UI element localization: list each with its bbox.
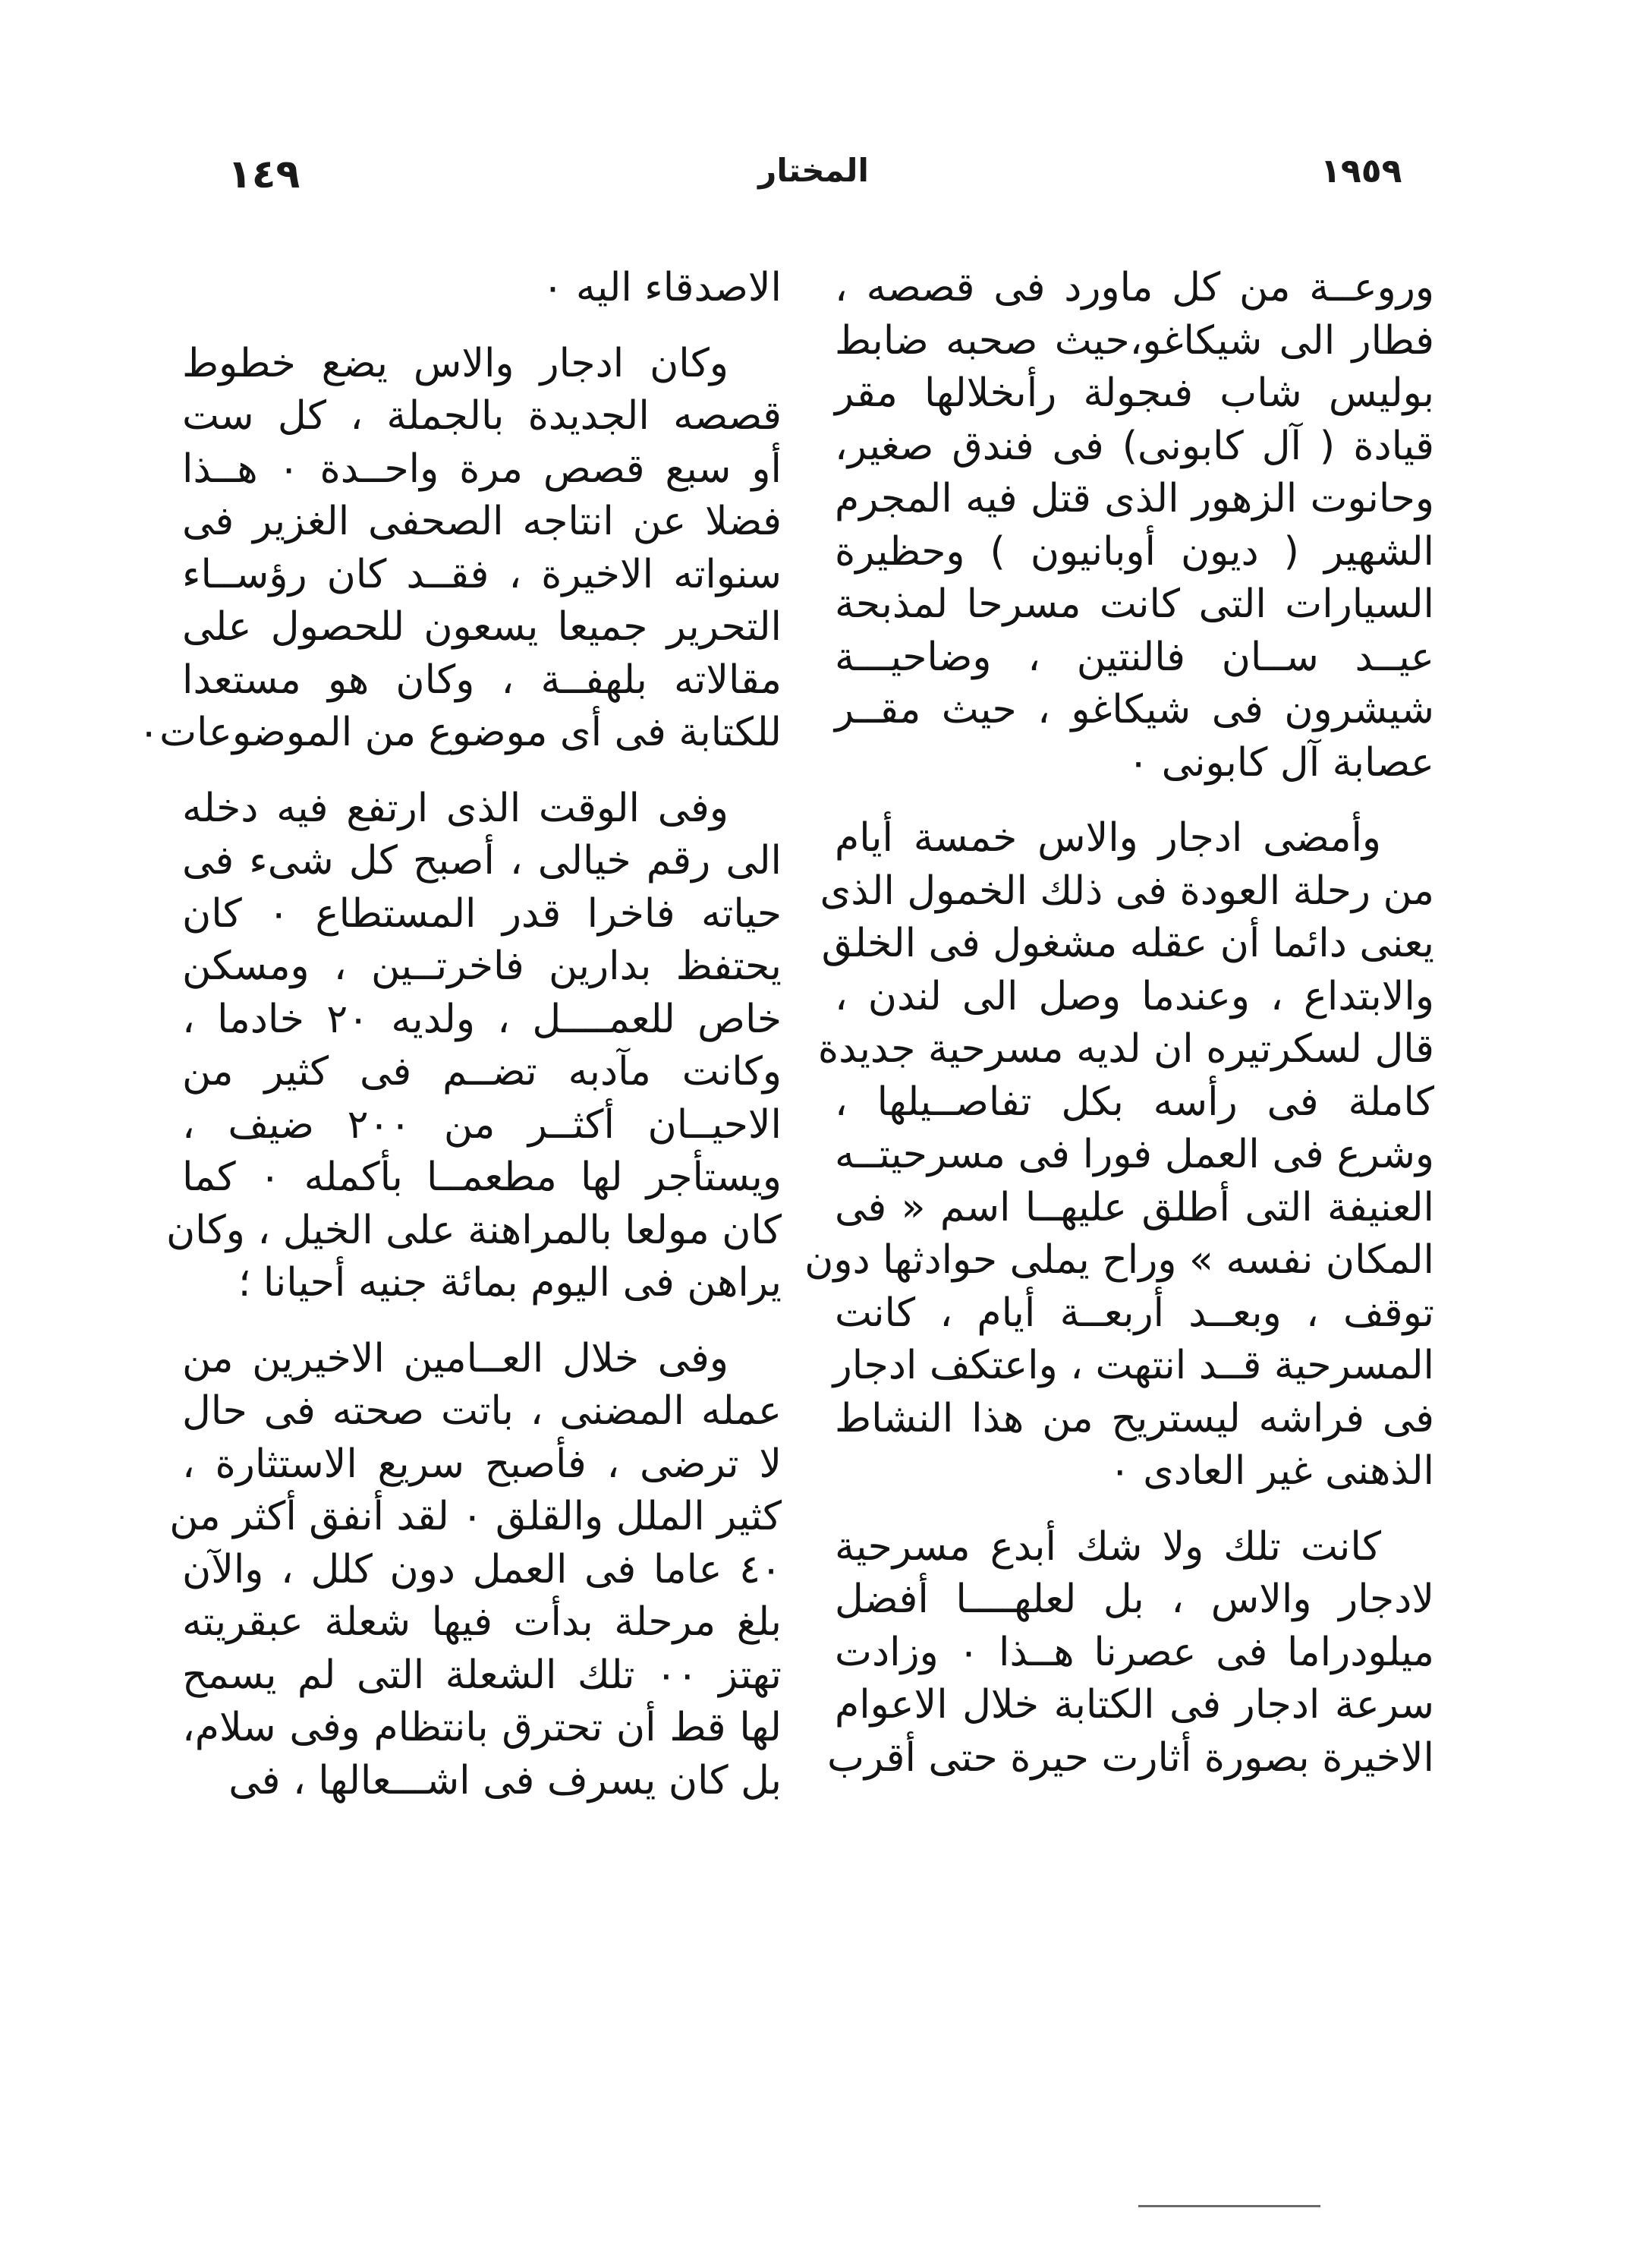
year-label: ١٩٥٩ [1320, 152, 1402, 191]
text-line: وفى خلال العــامين الاخيرين من [182, 1335, 729, 1381]
text-line: يحتفظ بدارين فاخرتــين ، ومسكن [182, 943, 782, 989]
magazine-title: المختار [758, 152, 869, 189]
text-line: المكان نفسه » وراح يملى حوادثها دون [804, 1237, 1434, 1283]
text-line: توقف ، وبعــد أربعــة أيام ، كانت [835, 1290, 1434, 1336]
paragraph [182, 262, 782, 315]
text-line: وكان ادجار والاس يضع خطوط [182, 340, 729, 386]
paragraph-gap [182, 760, 782, 783]
left-text-column [138, 262, 782, 1807]
text-line: لا ترضى ، فأصبح سريع الاستثارة ، [182, 1441, 782, 1487]
text-line: يعنى دائما أن عقله مشغول فى الخلق [821, 921, 1434, 966]
text-line: العنيفة التى أطلق عليهــا اسم « فى [835, 1184, 1434, 1230]
text-line: المسرحية قــد انتهت ، واعتكف ادجار [832, 1343, 1434, 1388]
paragraph-gap [182, 315, 782, 338]
paragraph-gap [835, 1498, 1434, 1521]
text-line: أو سبع قصص مرة واحــدة ٠ هــذا [182, 446, 782, 492]
paragraph [835, 262, 1434, 789]
paragraph [165, 783, 782, 1310]
text-line: وأمضى ادجار والاس خمسة أيام [835, 815, 1381, 861]
paragraph-gap [835, 789, 1434, 812]
text-line: وشرع فى العمل فورا فى مسرحيتــه [835, 1132, 1434, 1177]
text-line: كانت تلك ولا شك أبدع مسرحية [835, 1523, 1381, 1570]
paragraph-gap [182, 1310, 782, 1333]
text-line: تهتز ٠٠ تلك الشعلة التى لم يسمح [182, 1652, 782, 1698]
text-line: فطار الى شيكاغو،حيث صحبه ضابط [835, 317, 1434, 364]
text-line: كان مولعا بالمراهنة على الخيل ، وكان [165, 1207, 782, 1253]
text-line: خاص للعمــــل ، ولديه ٢٠ خادما ، [182, 996, 782, 1042]
text-line: حياته فاخرا قدر المستطاع ٠ كان [182, 890, 782, 937]
text-line: يراهن فى اليوم بمائة جنيه أحيانا ؛ [238, 1260, 782, 1306]
text-line: قصصه الجديدة بالجملة ، كل ست [182, 393, 782, 439]
paragraph [826, 1521, 1434, 1785]
text-line: السيارات التى كانت مسرحا لمذبحة [835, 581, 1434, 627]
text-line: وفى الوقت الذى ارتفع فيه دخله [182, 785, 729, 831]
text-line: الشهير ( ديون أوبانيون ) وحظيرة [835, 528, 1434, 575]
text-line: الاحيــان أكثــر من ٢٠٠ ضيف ، [182, 1101, 782, 1148]
text-line: سرعة ادجار فى الكتابة خلال الاعوام [835, 1682, 1434, 1728]
right-text-column [804, 262, 1434, 1784]
text-line: للكتابة فى أى موضوع من الموضوعات٠ [138, 710, 782, 755]
text-line: من رحلة العودة فى ذلك الخمول الذى [820, 868, 1434, 914]
text-line: عصابة آل كابونى ٠ [1128, 739, 1434, 786]
text-line: قال لسكرتيره ان لديه مسرحية جديدة [817, 1026, 1434, 1072]
text-line: سنواته الاخيرة ، فقــد كان رؤســاء [182, 551, 782, 597]
footer-rule [1138, 2205, 1320, 2207]
text-line: الى رقم خيالى ، أصبح كل شىء فى [182, 838, 782, 884]
text-line: لادجار والاس ، بل لعلهــــا أفضل [835, 1577, 1434, 1622]
page-number: ١٤٩ [228, 152, 301, 197]
text-line: بل كان يسرف فى اشـــعالها ، فى [228, 1757, 782, 1803]
text-line: الاصدقاء اليه ٠ [542, 265, 782, 310]
text-line: التحرير جميعا يسعون للحصول على [182, 604, 782, 650]
text-line: ميلودراما فى عصرنا هــذا ٠ وزادت [835, 1629, 1434, 1675]
paragraph [169, 1333, 782, 1808]
paragraph [804, 812, 1434, 1498]
text-line: قيادة ( آل كابونى) فى فندق صغير، [835, 423, 1434, 469]
text-line: فى فراشه ليستريح من هذا النشاط [835, 1395, 1434, 1441]
text-line: بلغ مرحلة بدأت فيها شعلة عبقريته [182, 1599, 782, 1645]
text-line: عيــد ســان فالنتين ، وضاحيـــة [835, 634, 1434, 680]
text-line: الذهنى غير العادى ٠ [1109, 1448, 1434, 1494]
text-line: كاملة فى رأسه بكل تفاصــيلها ، [835, 1079, 1434, 1125]
paragraph [138, 338, 782, 760]
text-line: وروعــة من كل ماورد فى قصصه ، [835, 265, 1434, 310]
text-line: شيشرون فى شيكاغو ، حيث مقــر [835, 687, 1434, 732]
text-line: كثير الملل والقلق ٠ لقد أنفق أكثر من [169, 1494, 782, 1539]
text-line: عمله المضنى ، باتت صحته فى حال [182, 1388, 782, 1434]
text-line: والابتداع ، وعندما وصل الى لندن ، [835, 973, 1434, 1019]
text-line: مقالاته بلهفــة ، وكان هو مستعدا [182, 657, 782, 703]
text-line: ويستأجر لها مطعمــا بأكمله ٠ كما [182, 1154, 782, 1200]
text-line: ٤٠ عاما فى العمل دون كلل ، والآن [182, 1546, 782, 1592]
text-line: فضلا عن انتاجه الصحفى الغزير فى [182, 499, 782, 544]
text-line: الاخيرة بصورة أثارت حيرة حتى أقرب [826, 1734, 1434, 1781]
text-line: لها قط أن تحترق بانتظام وفى سلام، [182, 1705, 782, 1750]
text-line: وحانوت الزهور الذى قتل فيه المجرم [835, 476, 1434, 521]
text-line: بوليس شاب فىجولة رأىخلالها مقر [835, 370, 1434, 416]
text-line: وكانت مآدبه تضــم فى كثير من [182, 1049, 782, 1095]
